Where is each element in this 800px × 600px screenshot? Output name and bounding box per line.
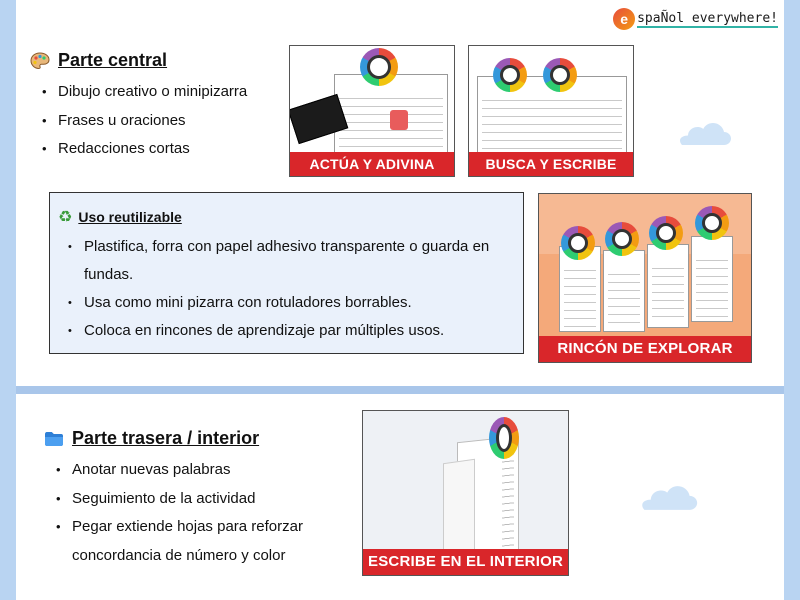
card-actua-y-adivina	[289, 45, 455, 177]
brand-logo[interactable]	[613, 8, 778, 30]
back-list	[56, 456, 348, 570]
list-item: • Plastifica, forra con papel adhesivo transparente o guarda en fundas.	[68, 233, 513, 289]
cloud-icon	[635, 484, 699, 512]
color-ring-icon	[493, 58, 527, 92]
card-caption: ACTÚA Y ADIVINA	[290, 152, 454, 176]
cloud-icon	[674, 121, 732, 147]
card-escribe-en-el-interior	[362, 410, 569, 576]
card-caption: ESCRIBE EN EL INTERIOR	[363, 549, 568, 575]
list-item: • Dibujo creativo o minipizarra	[42, 78, 282, 107]
card-caption: RINCÓN DE EXPLORAR	[539, 336, 751, 362]
palette-icon	[30, 52, 50, 70]
back-heading	[44, 428, 259, 449]
reuse-list	[68, 233, 513, 345]
list-item: • Coloca en rincones de aprendizaje par múltiples usos.	[68, 317, 513, 345]
card-busca-y-escribe	[468, 45, 634, 177]
central-list	[42, 78, 282, 164]
color-ring-icon	[360, 48, 398, 86]
object-icon	[390, 110, 408, 130]
color-ring-icon	[605, 222, 639, 256]
folder-icon	[44, 431, 64, 447]
worksheet-image	[647, 244, 689, 328]
list-item: • Redacciones cortas	[42, 135, 282, 164]
card-caption: BUSCA Y ESCRIBE	[469, 152, 633, 176]
list-item: • Frases u oraciones	[42, 107, 282, 136]
central-heading	[30, 50, 167, 71]
color-ring-icon	[543, 58, 577, 92]
color-ring-icon	[561, 226, 595, 260]
reuse-heading	[58, 207, 182, 226]
brand-mark-icon: e	[613, 8, 635, 30]
worksheet-image	[603, 250, 645, 332]
list-item: • Seguimiento de la actividad	[56, 485, 348, 514]
color-ring-icon	[649, 216, 683, 250]
back-title: Parte trasera / interior	[72, 428, 260, 448]
color-ring-icon	[695, 206, 729, 240]
recycle-icon: ♻	[58, 207, 73, 226]
reuse-box	[49, 192, 524, 354]
central-title: Parte central	[58, 50, 168, 70]
list-item: • Anotar nuevas palabras	[56, 456, 348, 485]
color-ring-icon	[489, 417, 519, 459]
brand-name: spaÑol everywhere!	[637, 10, 778, 26]
reuse-title: Uso reutilizable	[78, 208, 182, 225]
section-divider	[16, 386, 784, 394]
card-rincon-de-explorar	[538, 193, 752, 363]
worksheet-image	[691, 236, 733, 322]
list-item: • Pegar extiende hojas para reforzar concordancia de número y color	[56, 513, 348, 570]
list-item: • Usa como mini pizarra con rotuladores borrables.	[68, 289, 513, 317]
